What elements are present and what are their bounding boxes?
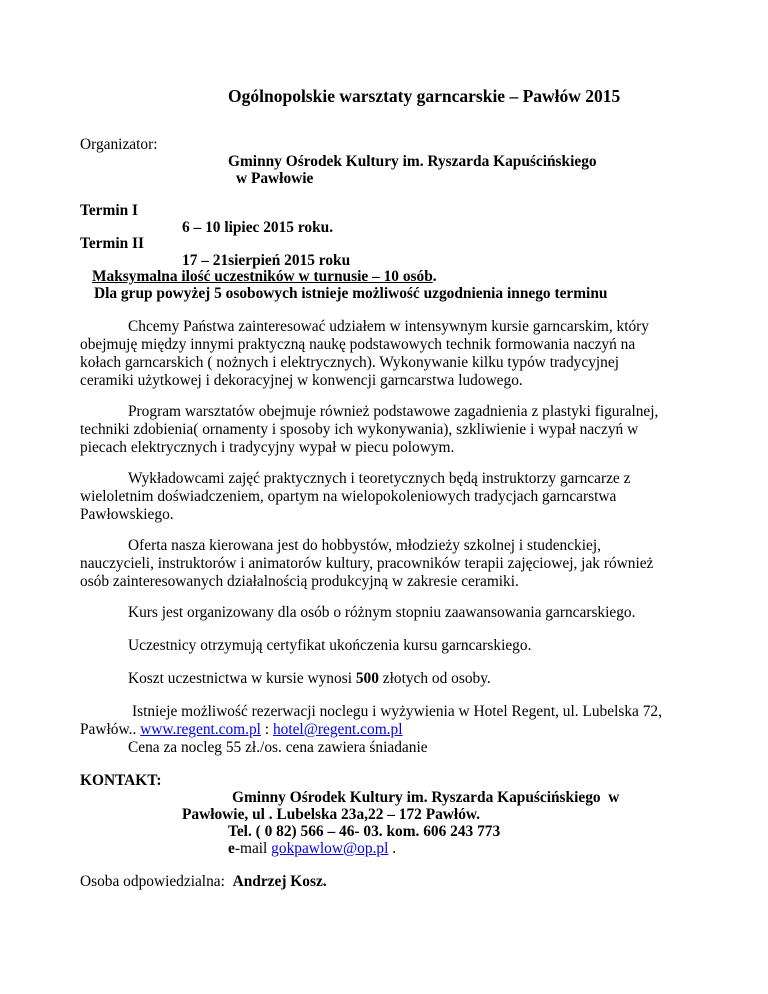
max-participants-text: Maksymalna ilość uczestników w turnusie – 10 osób: [92, 268, 433, 285]
contact-email-line: [228, 840, 396, 858]
para3-line: Wykładowcami zajęć praktycznych i teoretycznych będą instruktorzy garncarze z: [128, 470, 631, 487]
cost-after: złotych od osoby.: [378, 670, 491, 687]
para1-line: kołach garncarskich ( nożnych i elektrycznych). Wykonywanie kilku typów tradycyjnej: [80, 354, 619, 371]
lodging-prefix: Pawłów..: [80, 721, 141, 738]
contact-label: KONTAKT:: [80, 772, 162, 789]
para4-line: nauczycieli, instruktorów i animatorów kultury, pracowników terapii zajęciowej, jak również: [80, 555, 654, 572]
contact-email-end: .: [388, 840, 397, 857]
contact-line1: Gminny Ośrodek Kultury im. Ryszarda Kapuścińskiego w: [232, 789, 620, 806]
contact-email-label: -mail: [234, 840, 272, 857]
hotel-website-link[interactable]: www.regent.com.pl: [140, 721, 261, 738]
lodging-links: [80, 721, 403, 739]
para2-line: piecach elektrycznych i tradycyjny wypał w piecu polowym.: [80, 439, 455, 456]
max-participants-end: .: [432, 268, 437, 285]
responsible-label: Osoba odpowiedzialna:: [80, 873, 233, 890]
term2-date: 17 – 21sierpień 2015 roku: [182, 252, 351, 269]
para3-line: wieloletnim doświadczeniem, opartym na wielopokoleniowych tradycjach garncarstwa: [80, 488, 617, 505]
lodging-price: Cena za nocleg 55 zł./os. cena zawiera śniadanie: [128, 739, 428, 756]
para6: Uczestnicy otrzymują certyfikat ukończenia kursu garncarskiego.: [128, 637, 532, 654]
contact-email-prefix: e: [228, 840, 235, 857]
para5: Kurs jest organizowany dla osób o różnym stopniu zaawansowania garncarskiego.: [128, 604, 636, 621]
contact-email-link[interactable]: gokpawlow@op.pl: [271, 840, 389, 857]
organizer-label: Organizator:: [80, 136, 158, 153]
lodging-line1: Istnieje możliwość rezerwacji noclegu i wyżywienia w Hotel Regent, ul. Lubelska 72,: [132, 703, 662, 720]
para2-line: techniki zdobienia( ornamenty i sposoby ich wykonywania), szkliwienie i wypał naczyń w: [80, 421, 639, 438]
para4-line: Oferta nasza kierowana jest do hobbystów, młodzieży szkolnej i studenckiej,: [128, 537, 601, 554]
term1-label: Termin I: [80, 202, 139, 219]
lodging-separator: :: [260, 721, 273, 738]
cost-before: Koszt uczestnictwa w kursie wynosi: [128, 670, 356, 687]
max-participants: [92, 268, 437, 286]
cost-amount: 500: [355, 670, 379, 687]
para1-line: Chcemy Państwa zainteresować udziałem w intensywnym kursie garncarskim, który: [128, 318, 649, 335]
organizer-place: w Pawłowie: [236, 170, 314, 187]
hotel-email-link[interactable]: hotel@regent.com.pl: [272, 721, 403, 738]
page-title: Ogólnopolskie warsztaty garncarskie – Pawłów 2015: [228, 86, 621, 106]
para2-line: Program warsztatów obejmuje również podstawowe zagadnienia z plastyki figuralnej,: [128, 403, 659, 420]
groups-note: Dla grup powyżej 5 osobowych istnieje możliwość uzgodnienia innego terminu: [94, 285, 608, 302]
responsible-name: Andrzej Kosz.: [232, 873, 327, 890]
term1-date: 6 – 10 lipiec 2015 roku.: [182, 219, 334, 236]
organizer-name: Gminny Ośrodek Kultury im. Ryszarda Kapuścińskiego: [228, 153, 597, 170]
responsible-line: [80, 873, 327, 891]
contact-phone: Tel. ( 0 82) 566 – 46- 03. kom. 606 243 773: [228, 823, 501, 840]
cost-line: [128, 670, 491, 688]
term2-label: Termin II: [80, 235, 144, 252]
para1-line: obejmuję między innymi praktyczną naukę podstawowych technik formowania naczyń na: [80, 336, 636, 353]
para3-line: Pawłowskiego.: [80, 506, 174, 523]
contact-line2: Pawłowie, ul . Lubelska 23a,22 – 172 Pawłów.: [182, 806, 481, 823]
para1-line: ceramiki użytkowej i dekoracyjnej w konwencji garncarstwa ludowego.: [80, 372, 523, 389]
para4-line: osób zainteresowanych działalnością produkcyjną w zakresie ceramiki.: [80, 573, 519, 590]
